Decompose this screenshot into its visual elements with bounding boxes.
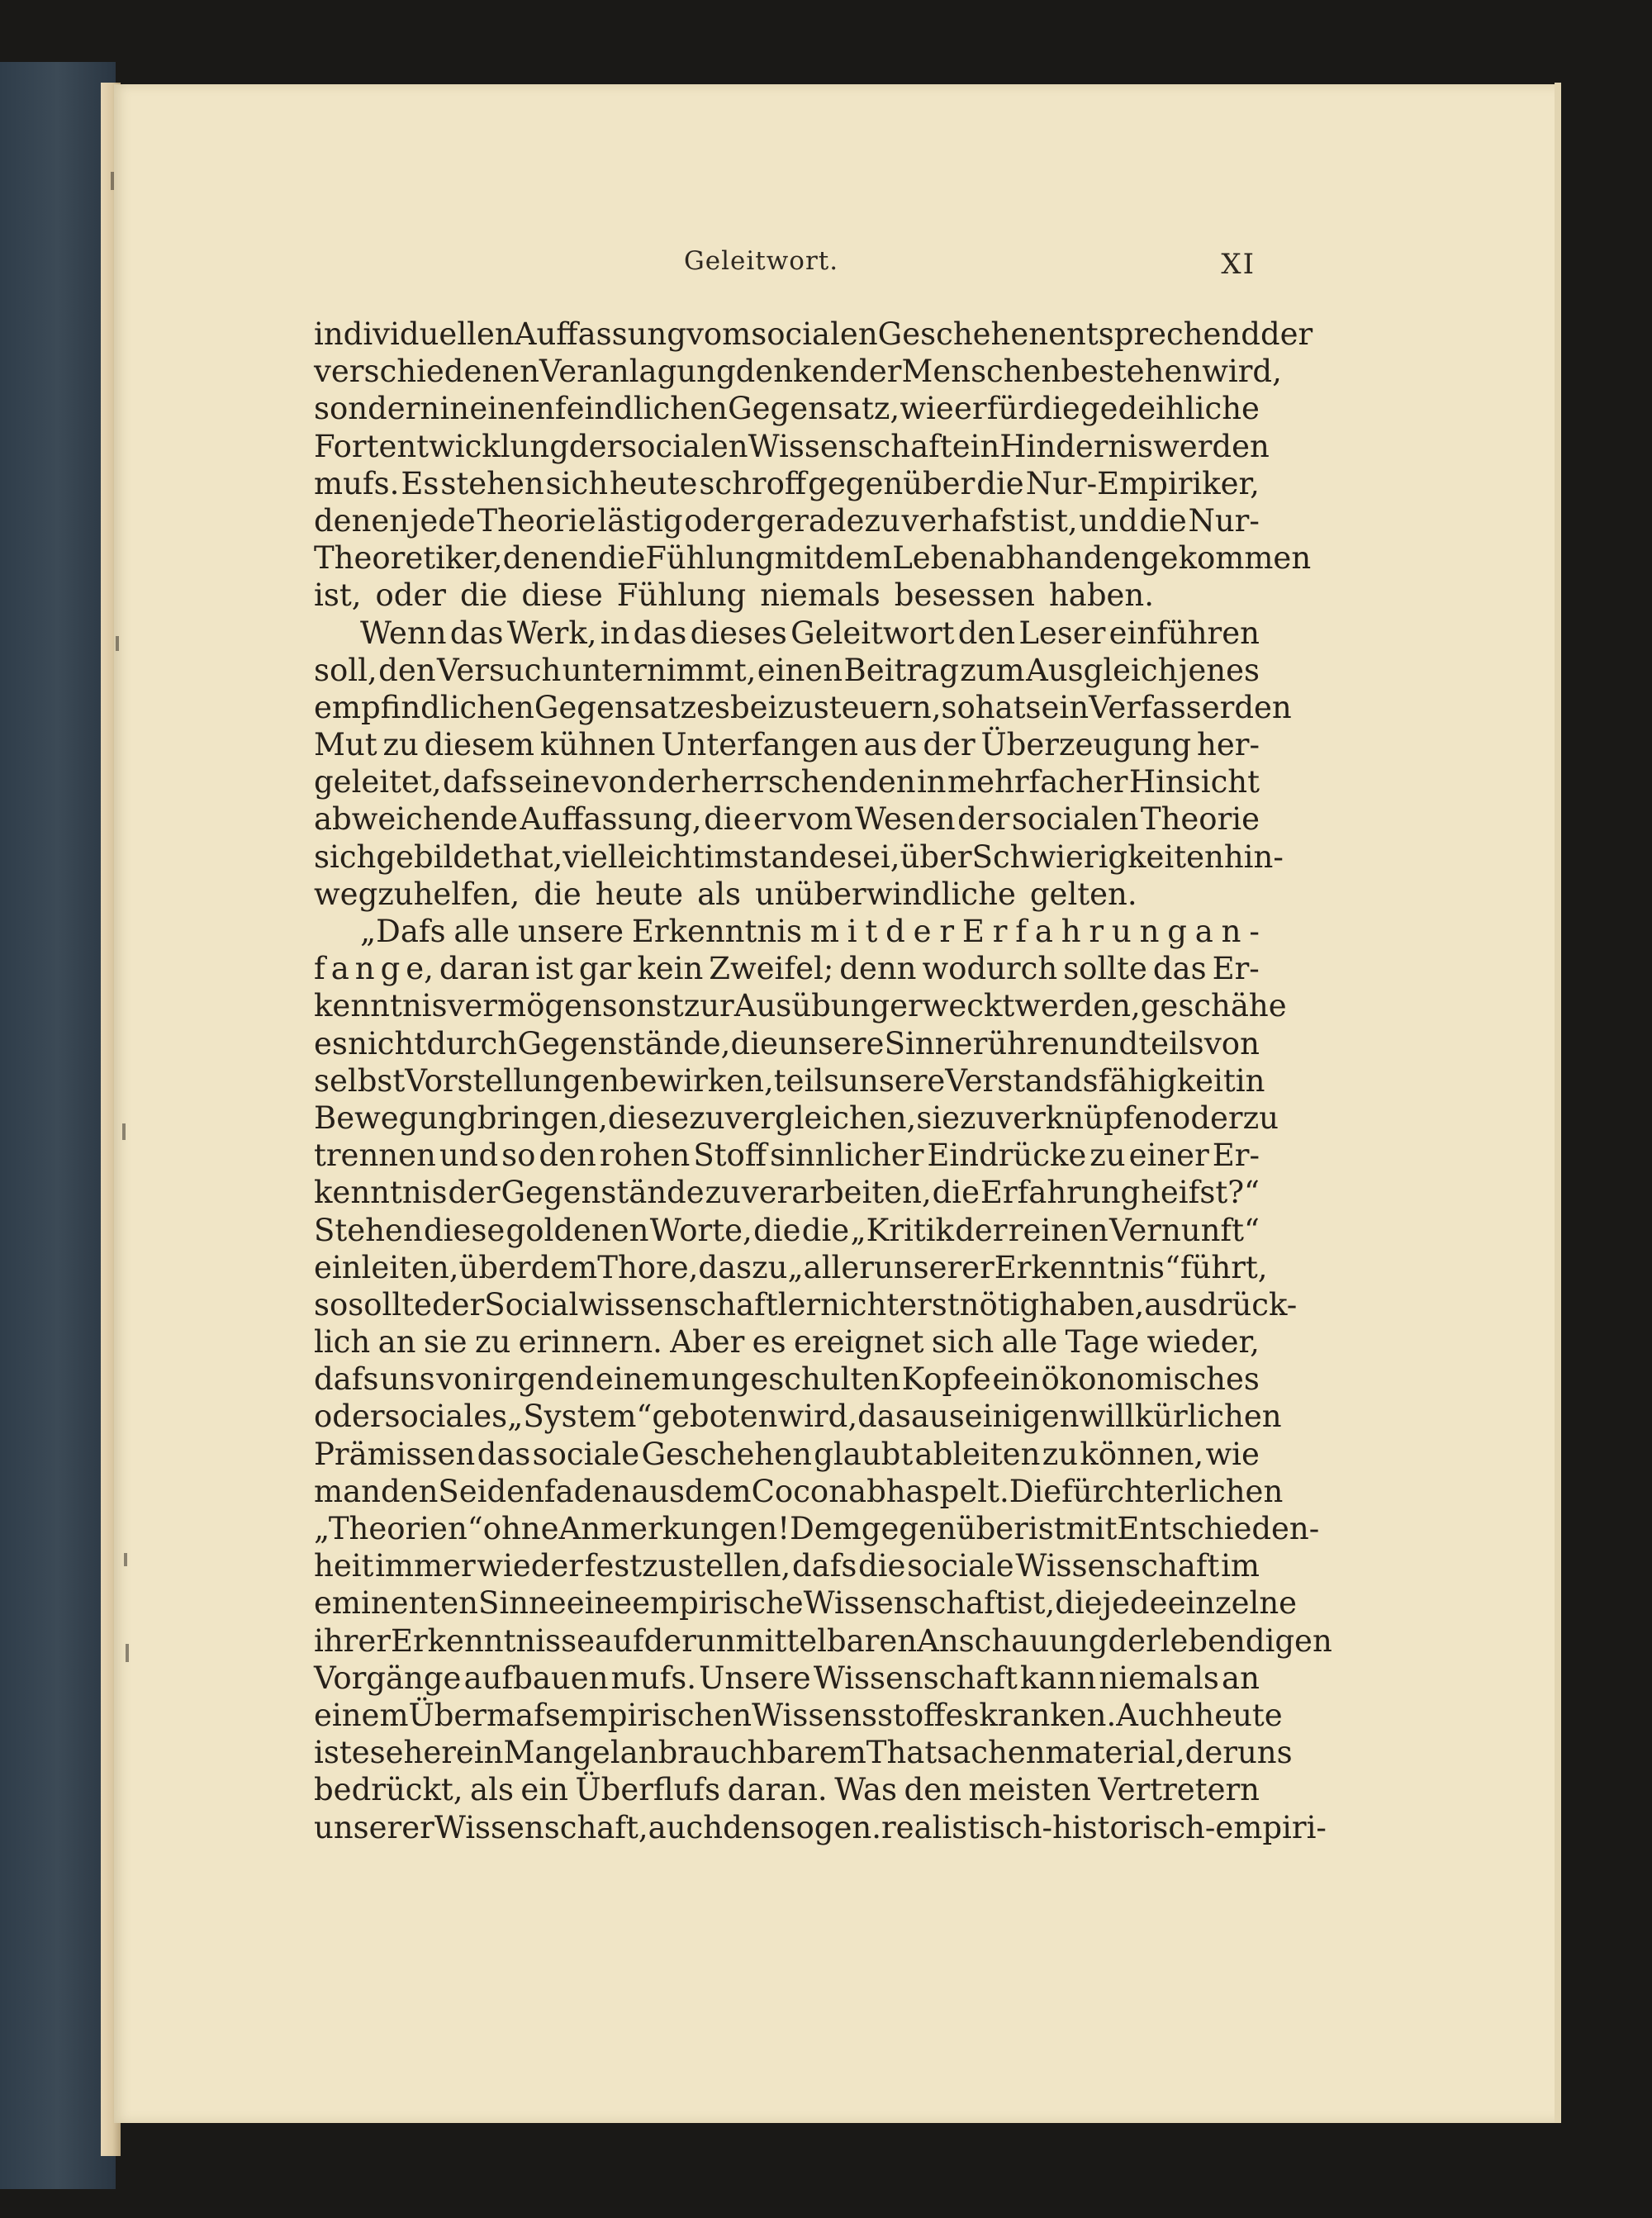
text-line: so sollte der Socialwissenschaftler nicht erst nötig haben, ausdrück- bbox=[314, 1286, 1298, 1323]
text-line: es nicht durch Gegenstände, die unsere Sinne rühren und teils von bbox=[314, 1025, 1260, 1062]
text-line: dafs uns von irgend einem ungeschulten Kopfe ein ökonomisches bbox=[314, 1361, 1260, 1398]
text-line: ist, oder die diese Fühlung niemals besessen haben. bbox=[314, 577, 1155, 614]
text-line: individuellen Auffassung vom socialen Geschehen entsprechend der bbox=[314, 316, 1313, 352]
text-line: wegzuhelfen, die heute als unüberwindliche gelten. bbox=[314, 876, 1137, 912]
page-fore-edge bbox=[1555, 83, 1561, 2123]
body-text bbox=[314, 316, 1332, 1846]
page-number: XI bbox=[1221, 248, 1256, 281]
text-line: abweichende Auffassung, die er vom Wesen der socialen Theorie bbox=[314, 801, 1260, 838]
text-line: denen jede Theorie lästig oder geradezu verhafst ist, und die Nur- bbox=[314, 502, 1260, 539]
page-header bbox=[314, 246, 1256, 296]
text-line: sondern in einen feindlichen Gegensatz, wie er für die gedeihliche bbox=[314, 391, 1260, 427]
text-line: heit immer wieder festzustellen, dafs die sociale Wissenschaft im bbox=[314, 1548, 1260, 1584]
text-line: bedrückt, als ein Überflufs daran. Was den meisten Vertretern bbox=[314, 1772, 1260, 1808]
running-head: Geleitwort. bbox=[684, 246, 839, 276]
text-line: sich gebildet hat, vielleicht imstande sei, über Schwierigkeiten hin- bbox=[314, 838, 1284, 875]
text-line: Bewegung bringen, diese zu vergleichen, sie zu verknüpfen oder zu bbox=[314, 1100, 1279, 1136]
text-line: „Dafs alle unsere Erkenntnis m i t d e r E r f a h r u n g a n - bbox=[360, 914, 1260, 949]
text-line: kenntnisvermögen sonst zur Ausübung erweckt werden, geschähe bbox=[314, 988, 1287, 1024]
text-line: unserer Wissenschaft, auch den sogen. realistisch-historisch-empiri- bbox=[314, 1809, 1327, 1845]
margin-mark bbox=[116, 636, 119, 651]
text-line: Stehen diese goldenen Worte, die die „Kritik der reinen Vernunft“ bbox=[314, 1212, 1260, 1248]
text-line: man den Seidenfaden aus dem Cocon abhaspelt. Die fürchterlichen bbox=[314, 1473, 1284, 1509]
text-line: trennen und so den rohen Stoff sinnlicher Eindrücke zu einer Er- bbox=[314, 1137, 1260, 1174]
text-line: selbst Vorstellungen bewirken, teils unsere Verstandsfähigkeit in bbox=[314, 1062, 1265, 1099]
margin-mark bbox=[122, 1123, 126, 1140]
margin-mark bbox=[124, 1553, 127, 1566]
text-line: Wenn das Werk, in das dieses Geleitwort den Leser einführen bbox=[360, 615, 1260, 651]
text-line: ihrer Erkenntnisse auf der unmittelbaren Anschauung der lebendigen bbox=[314, 1622, 1332, 1659]
text-line: Vorgänge aufbauen mufs. Unsere Wissenschaft kann niemals an bbox=[314, 1660, 1260, 1696]
margin-mark bbox=[126, 1644, 129, 1662]
text-line: f a n g e, daran ist gar kein Zweifel; denn wodurch sollte das Er- bbox=[314, 951, 1260, 987]
text-line: empfindlichen Gegensatzes beizusteuern, so hat sein Verfasser den bbox=[314, 689, 1292, 725]
text-line: Mut zu diesem kühnen Unterfangen aus der Überzeugung her- bbox=[314, 727, 1260, 763]
text-line: mufs. Es stehen sich heute schroff gegenüber die Nur-Empiriker, bbox=[314, 465, 1260, 501]
text-line: lich an sie zu erinnern. Aber es ereignet sich alle Tage wieder, bbox=[314, 1324, 1260, 1361]
text-line: oder sociales „System“ geboten wird, das aus einigen willkürlichen bbox=[314, 1399, 1282, 1435]
text-line: eminenten Sinne eine empirische Wissenschaft ist, die jede einzelne bbox=[314, 1585, 1298, 1622]
text-line: „Theorien“ ohne Anmerkungen! Demgegenüber ist mit Entschieden- bbox=[314, 1511, 1320, 1546]
text-line: Theoretiker, denen die Fühlung mit dem Leben abhanden gekommen bbox=[314, 540, 1312, 577]
text-line: Prämissen das sociale Geschehen glaubt ableiten zu können, wie bbox=[314, 1436, 1260, 1472]
text-line: Fortentwicklung der socialen Wissenschaft ein Hindernis werden bbox=[314, 428, 1270, 464]
text-line: geleitet, dafs seine von der herrschenden in mehrfacher Hinsicht bbox=[314, 764, 1260, 800]
text-line: verschiedenen Veranlagung denkender Menschen bestehen wird, bbox=[314, 354, 1282, 390]
text-line: einleiten, über dem Thore, das zu „aller unserer Erkenntnis“ führt, bbox=[314, 1249, 1268, 1285]
text-line: einem Übermafs empirischen Wissensstoffes kranken. Auch heute bbox=[314, 1697, 1283, 1733]
text-line: soll, den Versuch unternimmt, einen Beitrag zum Ausgleich jenes bbox=[314, 652, 1260, 688]
left-page-cover bbox=[0, 62, 116, 2189]
text-line: ist es eher ein Mangel an brauchbarem Thatsachenmaterial, der uns bbox=[314, 1735, 1293, 1771]
margin-mark bbox=[111, 172, 114, 190]
text-line: kenntnis der Gegenstände zu verarbeiten, die Erfahrung heifst?“ bbox=[314, 1175, 1260, 1211]
